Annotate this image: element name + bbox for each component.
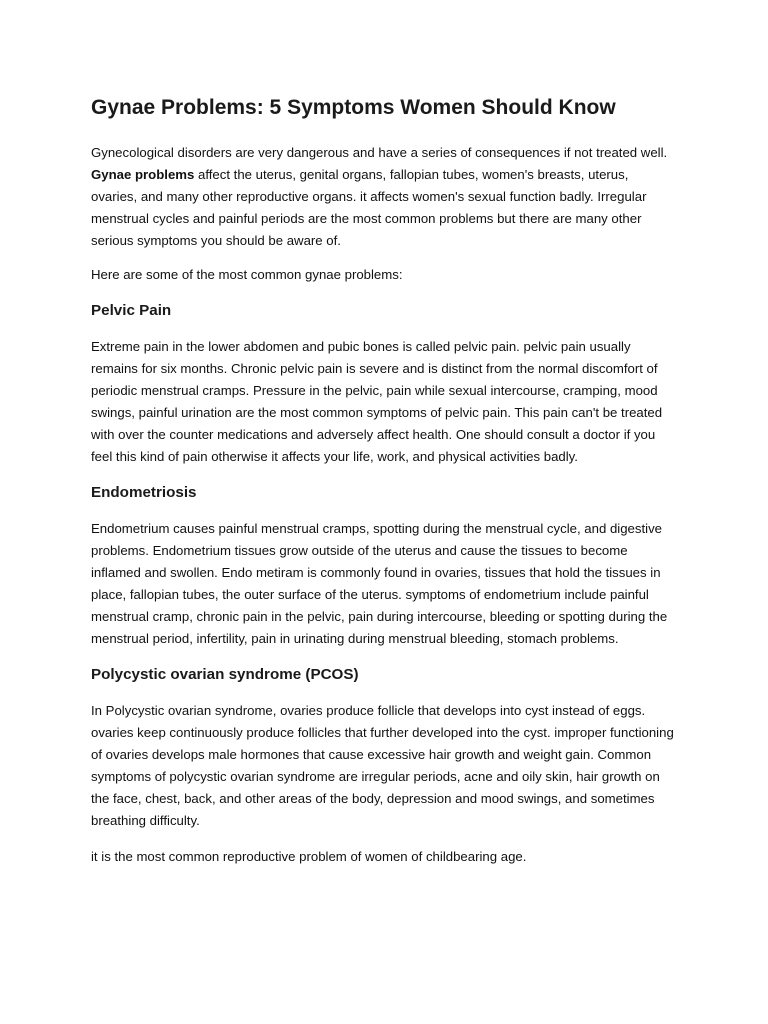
page-title: Gynae Problems: 5 Symptoms Women Should Know: [91, 96, 616, 119]
intro-text-end: affect the uterus, genital organs, fallopian tubes, women's breasts, uterus, ovaries, and many other reproductive organs. it affects women's sexual function badly. Irregular menstrual cycles and painful periods are the most common problems but there are many other serious symptoms you should be aware of.: [91, 167, 647, 248]
section-paragraph-endometriosis: Endometrium causes painful menstrual cramps, spotting during the menstrual cycle, and digestive problems. Endometrium tissues grow outside of the uterus and cause the tissues to become inflamed and swollen. Endo metiram is commonly found in ovaries, tissues that hold the tissues in place, fallopian tubes, the outer surface of the uterus. symptoms of endometrium include painful menstrual cramp, chronic pain in the pelvic, pain during intercourse, bleeding or spotting during the menstrual period, infertility, pain in urinating during menstrual bleeding, stomach problems.: [91, 521, 668, 646]
section-heading-pelvic-pain: Pelvic Pain: [91, 302, 172, 319]
section-paragraph-pcos: In Polycystic ovarian syndrome, ovaries produce follicle that develops into cyst instead of eggs. ovaries keep continuously produce follicles that further developed into the cyst. improper functioning of ovaries develops male hormones that cause excessive hair growth and weight gain. Common symptoms of polycystic ovarian syndrome are irregular periods, acne and oily skin, hair growth on the face, chest, back, and other areas of the body, depression and mood swings, and sometimes breathing difficulty.: [91, 703, 674, 828]
section-heading-pcos: Polycystic ovarian syndrome (PCOS): [91, 666, 359, 683]
section-paragraph-pcos-closing: it is the most common reproductive problem of women of childbearing age.: [91, 849, 527, 864]
intro-paragraph: [91, 142, 676, 252]
intro-bold-term: Gynae problems: [91, 167, 195, 182]
lead-in-paragraph: Here are some of the most common gynae problems:: [91, 267, 403, 282]
section-heading-endometriosis: Endometriosis: [91, 484, 197, 501]
section-paragraph-pelvic-pain: Extreme pain in the lower abdomen and pubic bones is called pelvic pain. pelvic pain usually remains for six months. Chronic pelvic pain is severe and is distinct from the normal discomfort of periodic menstrual cramps. Pressure in the pelvic, pain while sexual intercourse, cramping, mood swings, painful urination are the most common symptoms of pelvic pain. This pain can't be treated with over the counter medications and adversely affect health. One should consult a doctor if you feel this kind of pain otherwise it affects your life, work, and physical activities badly.: [91, 339, 663, 464]
intro-text-start: Gynecological disorders are very dangerous and have a series of consequences if not treated well.: [91, 145, 668, 160]
